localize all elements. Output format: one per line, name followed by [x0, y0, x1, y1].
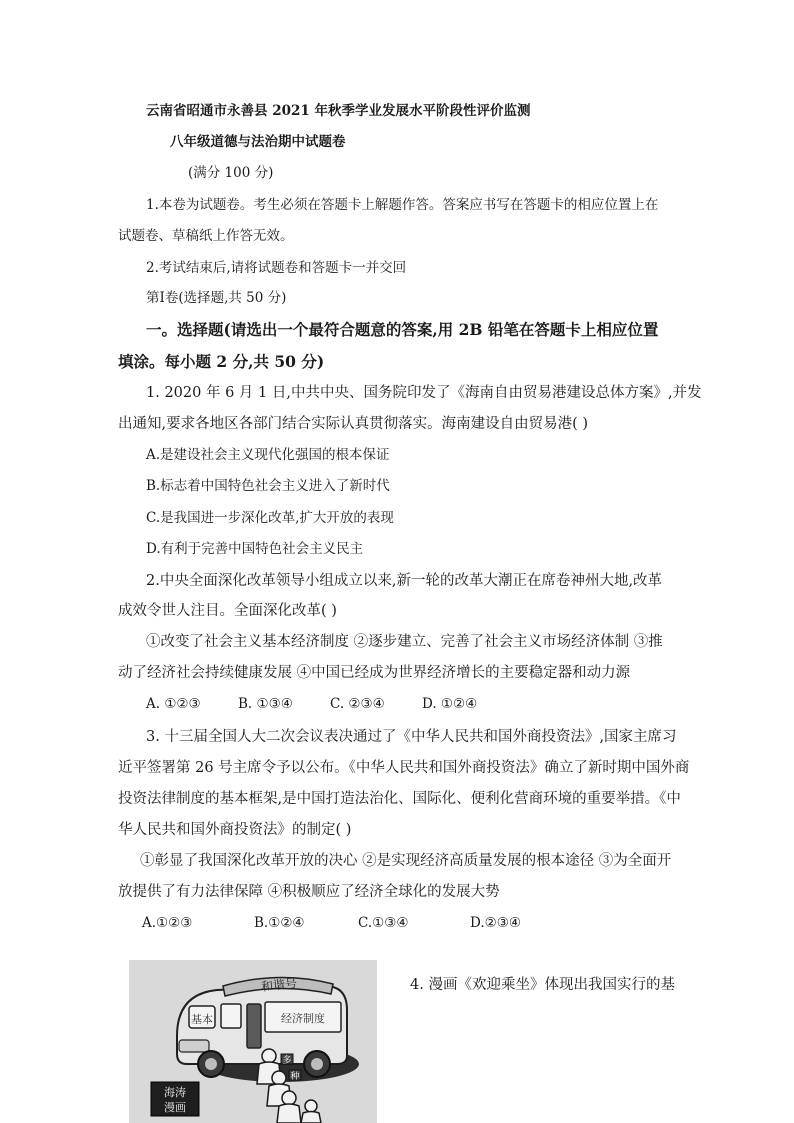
q3-items-a: ①彰显了我国深化改革开放的决心 ②是实现经济高质量发展的根本途径 ③为全面开	[140, 853, 672, 869]
full-score: (满分 100 分)	[188, 165, 274, 181]
bus-right-label: 经济制度	[281, 1012, 325, 1025]
q2-items-b: 动了经济社会持续健康发展 ④中国已经成为世界经济增长的主要稳定器和动力源	[118, 665, 631, 681]
exam-subtitle: 八年级道德与法治期中试题卷	[170, 134, 346, 150]
instruction-1b: 试题卷、草稿纸上作答无效。	[118, 228, 294, 244]
cartoon-stamp-b: 漫画	[164, 1101, 186, 1114]
instruction-2: 2.考试结束后,请将试题卷和答题卡一并交回	[146, 260, 407, 276]
q3-option-b: B.①②④	[254, 915, 305, 931]
q2-option-b: B. ①③④	[238, 696, 293, 712]
bus-sign-text: 和谐号	[260, 976, 298, 994]
flag-label-2: 种	[290, 1072, 300, 1082]
q3-stem-d: 华人民共和国外商投资法》的制定( )	[118, 822, 352, 838]
q3-stem-b: 近平签署第 26 号主席令予以公布。《中华人民共和国外商投资法》确立了新时期中国外商	[118, 760, 690, 776]
section-heading-a: 一。选择题(请选出一个最符合题意的答案,用 2B 铅笔在答题卡上相应位置	[146, 320, 659, 339]
bus-cartoon-drawing	[129, 960, 377, 1123]
q2-stem-a: 2.中央全面深化改革领导小组成立以来,新一轮的改革大潮正在席卷神州大地,改革	[146, 573, 663, 589]
q1-option-c: C.是我国进一步深化改革,扩大开放的表现	[146, 510, 394, 526]
q1-option-b: B.标志着中国特色社会主义进入了新时代	[146, 478, 390, 494]
q3-items-b: 放提供了有力法律保障 ④积极顺应了经济全球化的发展大势	[118, 884, 500, 900]
instruction-1a: 1.本卷为试题卷。考生必须在答题卡上解题作答。答案应书写在答题卡的相应位置上在	[146, 197, 659, 213]
cartoon-stamp-a: 海涛	[164, 1086, 186, 1099]
q3-option-c: C.①③④	[358, 915, 409, 931]
q3-stem-a: 3. 十三届全国人大二次会议表决通过了《中华人民共和国外商投资法》,国家主席习	[146, 729, 677, 745]
q1-option-a: A.是建设社会主义现代化强国的根本保证	[146, 447, 390, 463]
q4-stem-a: 4. 漫画《欢迎乘坐》体现出我国实行的基	[410, 977, 675, 993]
q1-stem-b: 出通知,要求各地区各部门结合实际认真贯彻落实。海南建设自由贸易港( )	[118, 416, 589, 432]
q1-stem-a: 1. 2020 年 6 月 1 日,中共中央、国务院印发了《海南自由贸易港建设总体方案》,并发	[146, 385, 702, 401]
q2-option-d: D. ①②④	[422, 696, 478, 712]
q3-stem-c: 投资法律制度的基本框架,是中国打造法治化、国际化、便利化营商环境的重要举措。《中	[118, 791, 681, 807]
q3-option-d: D.②③④	[470, 915, 521, 931]
flag-label-1: 多	[282, 1056, 292, 1066]
q2-option-c: C. ②③④	[330, 696, 385, 712]
cartoon-illustration	[129, 960, 377, 1123]
q3-option-a: A.①②③	[142, 915, 193, 931]
q2-items-a: ①改变了社会主义基本经济制度 ②逐步建立、完善了社会主义市场经济体制 ③推	[146, 634, 663, 650]
section-title: 第Ⅰ卷(选择题,共 50 分)	[146, 290, 287, 306]
q2-option-a: A. ①②③	[146, 696, 201, 712]
q1-option-d: D.有利于完善中国特色社会主义民主	[146, 541, 364, 557]
section-heading-b: 填涂。每小题 2 分,共 50 分)	[118, 352, 325, 371]
exam-title: 云南省昭通市永善县 2021 年秋季学业发展水平阶段性评价监测	[146, 103, 531, 119]
bus-left-label: 基本	[191, 1013, 213, 1026]
q2-stem-b: 成效令世人注目。全面深化改革( )	[118, 603, 337, 619]
